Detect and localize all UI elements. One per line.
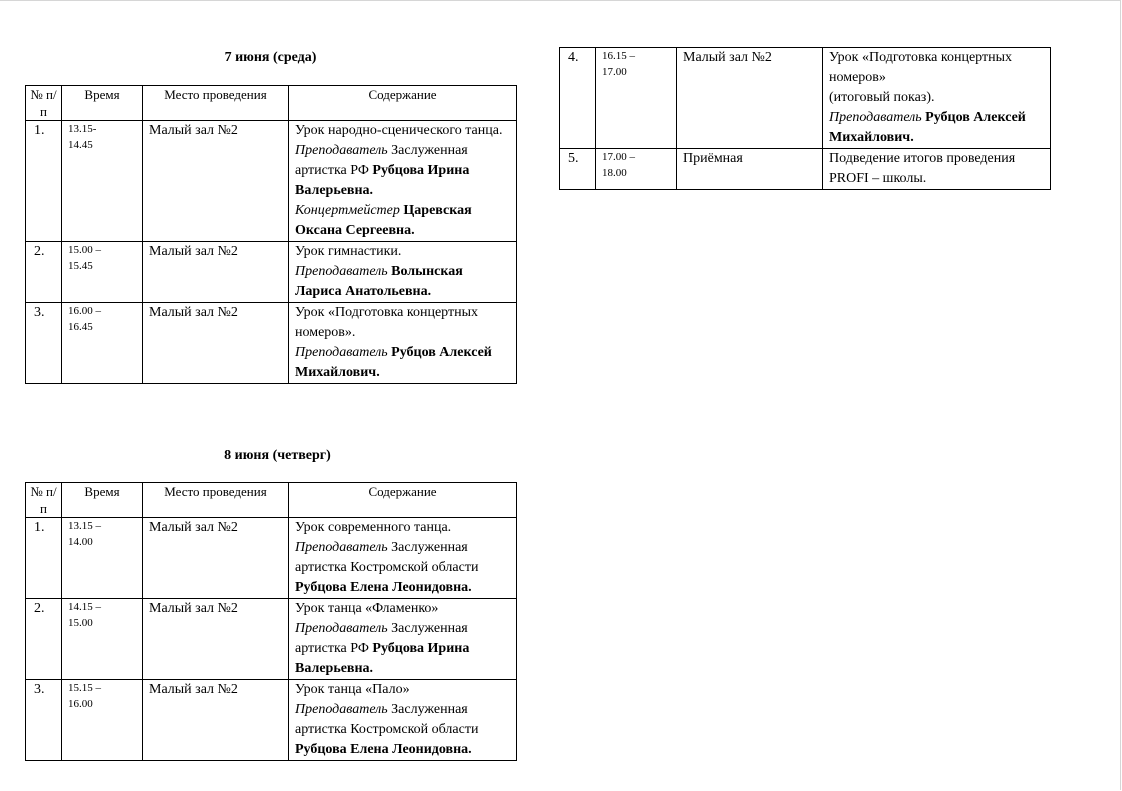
row-place: Малый зал №2: [143, 303, 289, 384]
row-number: 4.: [560, 48, 596, 149]
table-row: [26, 680, 517, 761]
content-text: Заслуженная артистка Костромской области: [295, 702, 479, 737]
content-line: [295, 538, 511, 598]
header-content: Содержание: [289, 483, 517, 518]
content-line: [295, 599, 511, 619]
row-number: 3.: [26, 303, 62, 384]
day-title-2: 8 июня (четверг): [224, 448, 331, 463]
row-content: [289, 680, 517, 761]
row-time: 16.00 – 16.45: [62, 303, 143, 384]
table-row: [26, 303, 517, 384]
content-text: Урок «Подготовка концертных номеров».: [295, 305, 478, 340]
row-content: [823, 149, 1051, 190]
row-place: Малый зал №2: [143, 518, 289, 599]
teacher-role: Преподаватель: [295, 345, 388, 360]
content-line: [295, 141, 511, 201]
row-time: 14.15 – 15.00: [62, 599, 143, 680]
teacher-name: Рубцов Алексей Михайлович.: [295, 345, 492, 380]
table-row: [560, 149, 1051, 190]
teacher-role: Преподаватель: [295, 143, 388, 158]
teacher-name: Рубцова Ирина Валерьевна.: [295, 163, 470, 198]
row-number: 2.: [26, 242, 62, 303]
content-line: [829, 108, 1045, 148]
content-text: Урок гимнастики.: [295, 244, 402, 259]
header-num: № п/п: [26, 86, 62, 121]
content-line: [295, 303, 511, 343]
content-line: [295, 343, 511, 383]
row-content: [289, 518, 517, 599]
row-content: [289, 303, 517, 384]
row-time: 15.15 – 16.00: [62, 680, 143, 761]
row-time: 16.15 – 17.00: [596, 48, 677, 149]
row-place: Малый зал №2: [143, 121, 289, 242]
row-place: Малый зал №2: [143, 599, 289, 680]
teacher-name: Рубцова Ирина Валерьевна.: [295, 641, 470, 676]
row-place: Малый зал №2: [677, 48, 823, 149]
row-time: 13.15- 14.45: [62, 121, 143, 242]
content-line: [295, 242, 511, 262]
row-place: Приёмная: [677, 149, 823, 190]
header-num: № п/п: [26, 483, 62, 518]
content-text: Заслуженная артистка РФ: [295, 621, 468, 656]
content-text: Подведение итогов проведения PROFI – школы.: [829, 151, 1016, 186]
content-text: (итоговый показ).: [829, 90, 935, 105]
teacher-role: Концертмейстер: [295, 203, 400, 218]
teacher-role: Преподаватель: [829, 110, 922, 125]
header-time: Время: [62, 86, 143, 121]
row-number: 2.: [26, 599, 62, 680]
table-row: [26, 518, 517, 599]
table-header-row: [26, 86, 517, 121]
row-time: 17.00 – 18.00: [596, 149, 677, 190]
content-text: Урок народно-сценического танца.: [295, 123, 503, 138]
content-line: [829, 48, 1045, 88]
content-line: [295, 700, 511, 760]
header-place: Место проведения: [143, 483, 289, 518]
teacher-name: Рубцов Алексей Михайлович.: [829, 110, 1026, 145]
content-text: Урок танца «Фламенко»: [295, 601, 439, 616]
content-text: Заслуженная артистка РФ: [295, 143, 468, 178]
schedule-table-day1-continued: [559, 47, 1051, 190]
schedule-table-day1: [25, 85, 517, 384]
content-line: [295, 619, 511, 679]
table-row: [26, 121, 517, 242]
table-row: [26, 599, 517, 680]
content-line: [295, 201, 511, 241]
row-time: 15.00 – 15.45: [62, 242, 143, 303]
header-content: Содержание: [289, 86, 517, 121]
table-header-row: [26, 483, 517, 518]
content-text: Заслуженная артистка Костромской области: [295, 540, 479, 575]
content-line: [829, 88, 1045, 108]
table-row: [26, 242, 517, 303]
content-text: Урок танца «Пало»: [295, 682, 410, 697]
teacher-role: Преподаватель: [295, 264, 388, 279]
content-text: Урок современного танца.: [295, 520, 452, 535]
content-line: [295, 121, 511, 141]
teacher-name: Рубцова Елена Леонидовна.: [295, 580, 472, 595]
row-content: [289, 242, 517, 303]
row-content: [289, 121, 517, 242]
content-line: [295, 262, 511, 302]
row-place: Малый зал №2: [143, 680, 289, 761]
schedule-table-day2: [25, 482, 517, 761]
row-content: [289, 599, 517, 680]
row-number: 5.: [560, 149, 596, 190]
row-number: 1.: [26, 121, 62, 242]
row-place: Малый зал №2: [143, 242, 289, 303]
row-number: 3.: [26, 680, 62, 761]
content-line: [295, 680, 511, 700]
row-time: 13.15 – 14.00: [62, 518, 143, 599]
teacher-role: Преподаватель: [295, 621, 388, 636]
row-content: [823, 48, 1051, 149]
content-line: [829, 149, 1045, 189]
content-text: Урок «Подготовка концертных номеров»: [829, 50, 1012, 85]
teacher-name: Рубцова Елена Леонидовна.: [295, 742, 472, 757]
teacher-role: Преподаватель: [295, 540, 388, 555]
header-time: Время: [62, 483, 143, 518]
table-row: [560, 48, 1051, 149]
header-place: Место проведения: [143, 86, 289, 121]
teacher-name: Волынская Лариса Анатольевна.: [295, 264, 463, 299]
row-number: 1.: [26, 518, 62, 599]
content-line: [295, 518, 511, 538]
teacher-role: Преподаватель: [295, 702, 388, 717]
teacher-name: Царевская Оксана Сергеевна.: [295, 203, 472, 238]
day-title-1: 7 июня (среда): [224, 50, 317, 65]
